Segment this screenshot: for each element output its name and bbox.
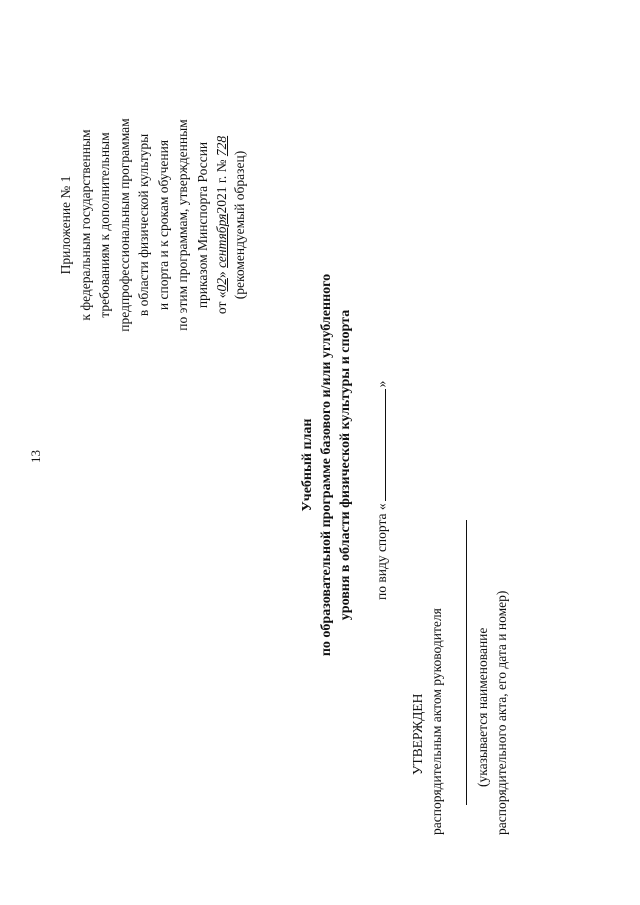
date-day: 02 bbox=[214, 278, 229, 292]
appendix-line: приказом Минспорта России bbox=[194, 141, 210, 309]
sport-suffix: » bbox=[374, 380, 389, 388]
date-mid: » bbox=[214, 271, 229, 279]
approved-by: распорядительным актом руководителя bbox=[429, 608, 444, 835]
page-number: 13 bbox=[28, 450, 43, 463]
plan-title: Учебный план bbox=[300, 418, 315, 512]
sport-prefix: по виду спорта « bbox=[374, 503, 389, 600]
approved-heading: УТВЕРЖДЕН bbox=[410, 693, 425, 775]
plan-title-line: уровня в области физической культуры и спорта bbox=[338, 309, 353, 621]
appendix-line: и спорта и к срокам обучения bbox=[155, 139, 171, 311]
approved-block bbox=[408, 395, 511, 835]
approved-blank-line bbox=[466, 520, 467, 805]
date-month: сентября bbox=[214, 213, 229, 268]
recommended-sample-note: (рекомендуемый образец) bbox=[232, 150, 247, 300]
sport-line bbox=[373, 180, 390, 600]
approved-note: (указывается наименование bbox=[475, 627, 490, 787]
date-year: 2021 г. № bbox=[214, 159, 229, 214]
appendix-title: Приложение № 1 bbox=[58, 175, 73, 275]
appendix-line: предпрофессиональным программам bbox=[116, 118, 132, 332]
date-prefix: от « bbox=[214, 291, 229, 315]
appendix-line: по этим программам, утвержденным bbox=[175, 119, 190, 331]
order-number: 728 bbox=[214, 135, 229, 157]
approved-note: распорядительного акта, его дата и номер) bbox=[494, 590, 509, 835]
appendix-date-line bbox=[212, 25, 232, 425]
plan-title-line: по образовательной программе базового и/или углубленного bbox=[319, 273, 334, 657]
plan-title-block bbox=[298, 125, 355, 805]
sport-blank-line bbox=[373, 389, 386, 501]
appendix-block bbox=[56, 25, 232, 425]
appendix-line: в области физической культуры bbox=[136, 133, 151, 317]
appendix-line: требованиям к дополнительным bbox=[97, 132, 112, 318]
appendix-line: к федеральным государственным bbox=[77, 129, 93, 321]
